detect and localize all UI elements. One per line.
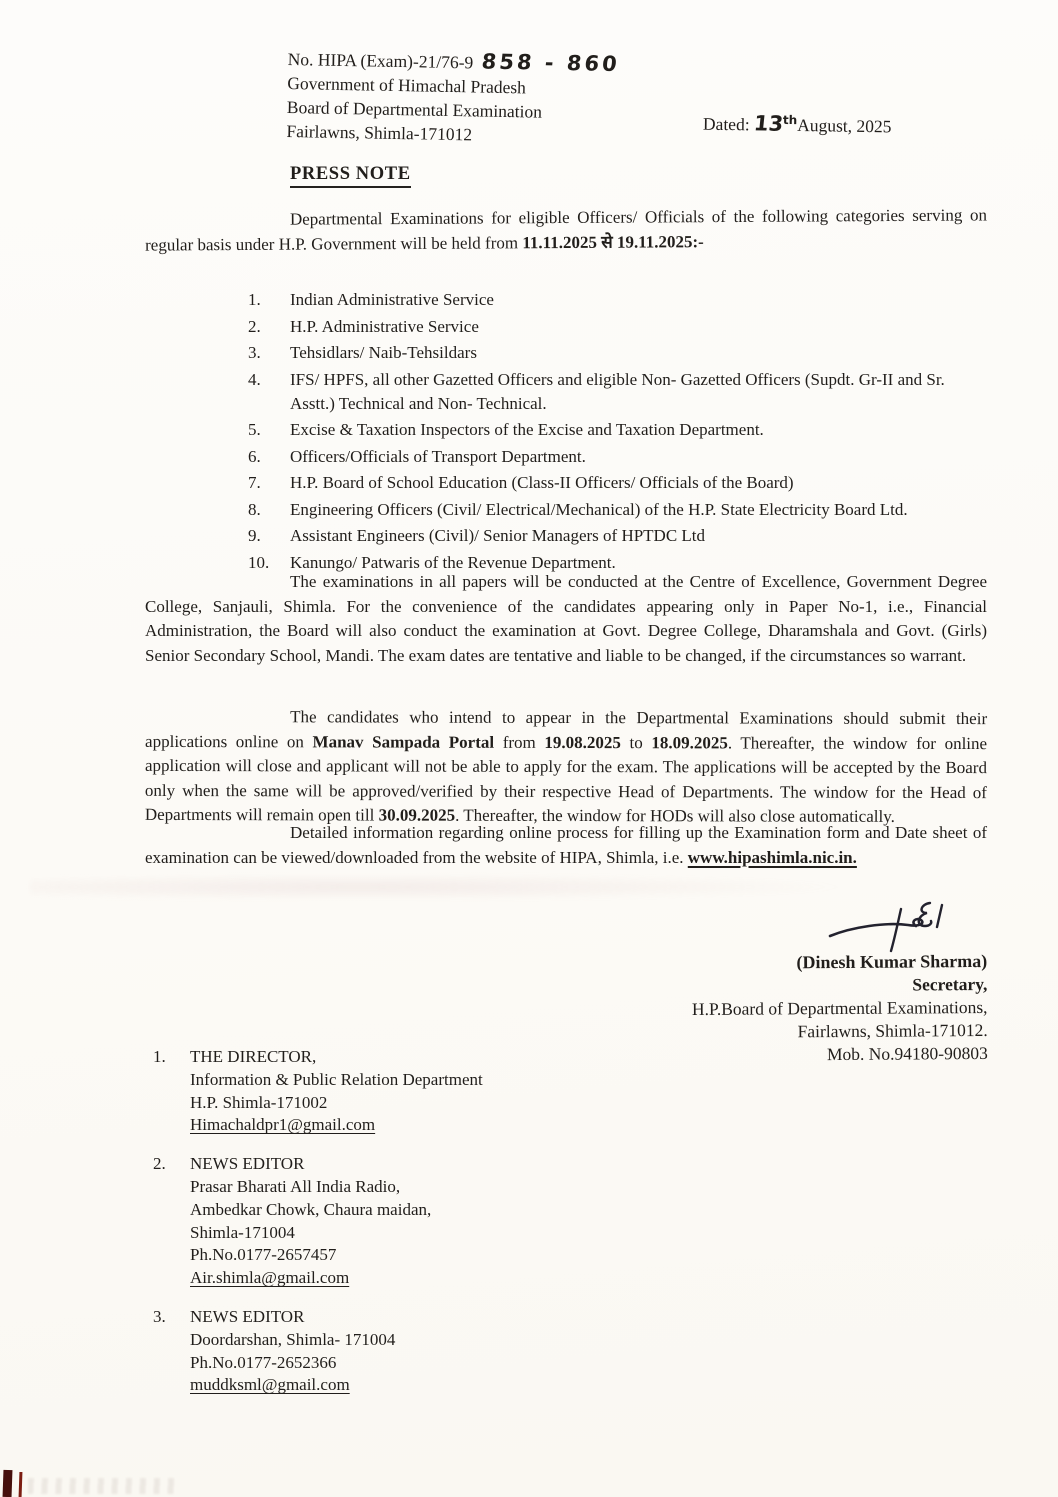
distribution-lines: NEWS EDITOR Prasar Bharati All India Radio, Ambedkar Chowk, Chaura maidan, Shimla-171004 Ph.No.0177-2657457 xyxy=(190,1154,432,1265)
distribution-list xyxy=(153,1046,583,1413)
scan-smudge-artifact xyxy=(30,874,850,900)
category-text: Tehsidlars/ Naib-Tehsildars xyxy=(290,343,477,362)
venue-paragraph: The examinations in all papers will be conducted at the Centre of Excellence, Government Degree College, Sanjauli, Shimla. For the convenience of the candidates appearing only in Paper No-1, i.e., Financial Administration, the Board will also conduct the examination at Govt. Degree College, Dharamshala and Govt. (Girls) Senior Secondary School, Mandi. The exam dates are tentative and liable to be changed, if the circumstances so warrant. xyxy=(145,572,987,665)
distribution-email: Air.shimla@gmail.com xyxy=(190,1268,350,1288)
category-number: 5. xyxy=(248,420,261,439)
distribution-item xyxy=(153,1046,583,1137)
distribution-item xyxy=(153,1306,583,1397)
distribution-email: Himachaldpr1@gmail.com xyxy=(190,1115,376,1135)
signatory-block xyxy=(691,950,987,1067)
category-number: 8. xyxy=(248,499,261,519)
distribution-number: 1. xyxy=(153,1047,166,1066)
category-number: 2. xyxy=(248,316,261,336)
scan-corner-mark-artifact xyxy=(3,1470,13,1497)
category-number: 10. xyxy=(248,552,270,572)
category-text: Assistant Engineers (Civil)/ Senior Managers of HPTDC Ltd xyxy=(290,526,706,545)
reference-prefix: No. HIPA (Exam)-21/76-9 xyxy=(287,48,474,73)
signatory-name: (Dinesh Kumar Sharma) xyxy=(795,950,987,973)
category-item xyxy=(248,288,985,312)
letterhead-government: Government of Himachal Pradesh xyxy=(287,72,527,98)
category-number: 1. xyxy=(248,290,261,309)
category-text: H.P. Administrative Service xyxy=(290,316,479,336)
scan-corner-line-artifact xyxy=(19,1472,23,1497)
letterhead-address: Fairlawns, Shimla-171012 xyxy=(286,120,473,145)
category-item xyxy=(248,315,985,339)
date-month-year: August, 2025 xyxy=(797,114,892,137)
category-number: 4. xyxy=(248,369,261,389)
opening-paragraph: Departmental Examinations for eligible Officers/ Officials of the following categories serving on regular basis under H.P. Government will be held from 11.11.2025 से 19.11.2025:- xyxy=(145,205,987,255)
category-item xyxy=(248,418,985,442)
category-text: Officers/Officials of Transport Department. xyxy=(290,446,586,466)
application-paragraph: The candidates who intend to appear in the Departmental Examinations should submit their applications online on Manav Sampada Portal from 19.08.2025 to 18.09.2025. Thereafter, the window for online application will close and applicant will not be able to apply for the exam. The applications will be accepted by the Board only when the same will be approved/verified by their respective Head of Departments. The window for the Head of Departments will remain open till 30.09.2025. Thereafter, the window for HODs will also close automatically. xyxy=(144,707,988,827)
distribution-email: muddksml@gmail.com xyxy=(190,1375,350,1395)
press-note-title: PRESS NOTE xyxy=(290,164,411,188)
date-line xyxy=(703,111,892,138)
distribution-number: 2. xyxy=(153,1154,166,1174)
letterhead-board: Board of Departmental Examination xyxy=(286,96,543,122)
category-number: 7. xyxy=(248,473,261,492)
distribution-number: 3. xyxy=(153,1306,166,1326)
category-number: 6. xyxy=(248,446,261,466)
distribution-lines: NEWS EDITOR Doordarshan, Shimla- 171004 Ph.No.0177-2652366 xyxy=(190,1306,396,1372)
category-item xyxy=(248,471,985,495)
website-paragraph: Detailed information regarding online process for filling up the Examination form and Date sheet of examination can be viewed/downloaded from the website of HIPA, Shimla, i.e. www.hipashimla.nic.in. xyxy=(145,823,987,867)
category-item xyxy=(248,498,985,522)
letterhead xyxy=(286,46,619,149)
distribution-body xyxy=(190,1046,483,1137)
category-item xyxy=(248,341,985,365)
category-text: Engineering Officers (Civil/ Electrical/Mechanical) of the H.P. State Electricity Board Ltd. xyxy=(290,499,908,519)
category-text: Indian Administrative Service xyxy=(290,290,494,309)
handwritten-day-suffix: th xyxy=(782,112,798,128)
category-text: IFS/ HPFS, all other Gazetted Officers and eligible Non- Gazetted Officers (Supdt. Gr-II and Sr. Asstt.) Technical and Non- Technical. xyxy=(290,369,945,413)
category-text: Kanungo/ Patwaris of the Revenue Department. xyxy=(290,552,616,572)
category-list xyxy=(248,288,985,577)
category-number: 9. xyxy=(248,526,261,545)
category-item xyxy=(248,368,985,416)
category-text: H.P. Board of School Education (Class-II Officers/ Officials of the Board) xyxy=(290,473,794,492)
date-label: Dated: xyxy=(702,113,750,135)
category-item xyxy=(248,445,985,469)
handwritten-dispatch-numbers: 858 - 860 xyxy=(480,49,621,77)
category-item xyxy=(248,524,985,548)
handwritten-day: 13 xyxy=(752,111,785,136)
category-text: Excise & Taxation Inspectors of the Excise and Taxation Department. xyxy=(290,420,764,439)
signatory-mobile: Mob. No.94180-90803 xyxy=(826,1042,988,1065)
category-number: 3. xyxy=(248,343,261,362)
signatory-designation: Secretary, xyxy=(911,973,987,995)
distribution-body xyxy=(190,1306,395,1397)
signatory-address: Fairlawns, Shimla-171012. xyxy=(797,1019,988,1042)
distribution-body xyxy=(190,1153,431,1290)
scan-corner-scribble-artifact xyxy=(28,1478,178,1494)
distribution-lines: THE DIRECTOR, Information & Public Relation Department H.P. Shimla-171002 xyxy=(190,1047,483,1112)
distribution-item xyxy=(153,1153,583,1290)
signatory-org: H.P.Board of Departmental Examinations, xyxy=(691,996,988,1020)
